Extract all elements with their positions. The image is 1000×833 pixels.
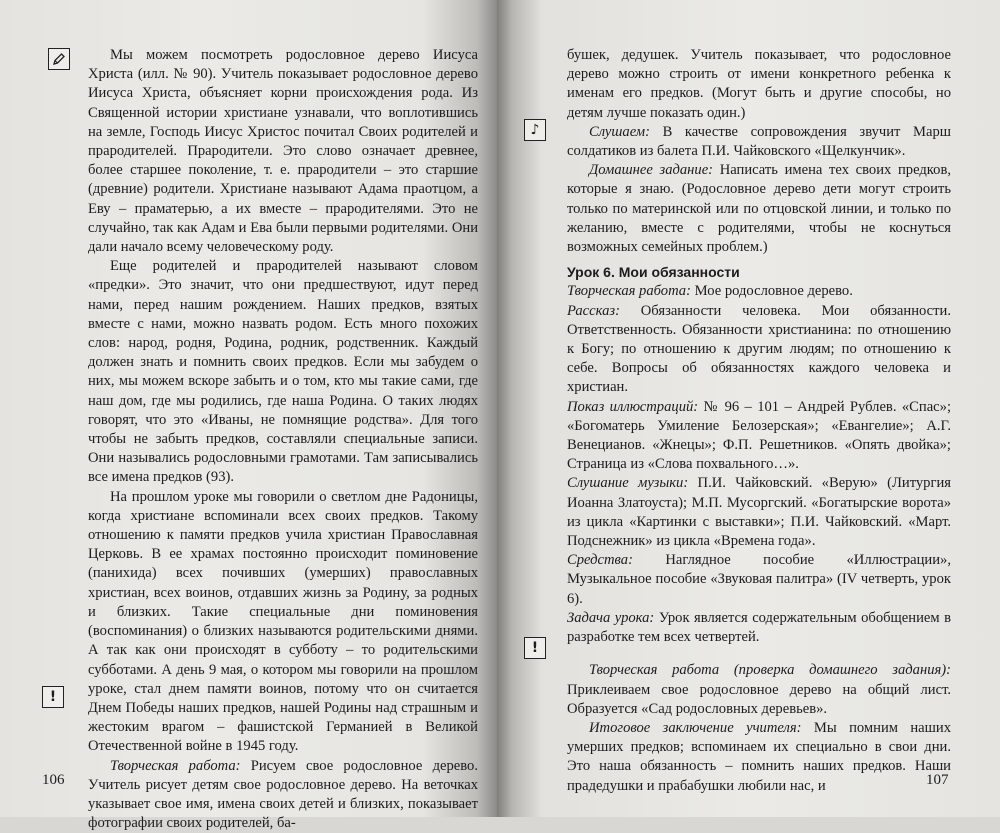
section-text: В качестве сопровождения звучит Марш солдатиков из балета П.И. Чайковского «Щелкунчик».: [567, 123, 951, 160]
section-text: Приклеиваем свое родословное дерево на общий лист. Образуется «Сад родословных деревьев».: [567, 681, 951, 717]
page-number: 107: [926, 772, 949, 788]
section-label: Домашнее задание:: [589, 162, 714, 179]
paragraph: Еще родителей и прародителей называют словом «предки». Это значит, что они предшествуют, идут перед нами, перед нашим рождением. Наших предков, взятых вместе с нами, можно назвать родом. Есть много похожих слов: народ, родня, Родина, родник, родственник. Каждый должен знать и помнить своих предков. Если мы забудем о них, мы можем вскоре забыть и о том, кто мы такие сами, где наш дом, где мы родились, где наша Родина. О таких людях говорят, что это «Иваны, не помнящие родства». Для того чтобы не забыть предков, составляли специальные записи. Они назывались родословными грамотами. Там записывались все имена предков (93).: [88, 258, 478, 486]
section-text: Наглядное пособие «Иллюстрации», Музыкальное пособие «Звуковая палитра» (IV четверть, урок 6).: [567, 552, 951, 607]
section-text: П.И. Чайковский. «Верую» (Литургия Иоанна Златоуста); М.П. Мусоргский. «Богатырские ворота» из цикла «Картинки с выставки»; П.И. Чайковский. «Март. Подснежник» из цикла «Времена года».: [567, 475, 951, 550]
section-label: Итоговое заключение учителя:: [589, 719, 802, 736]
paragraph: На прошлом уроке мы говорили о светлом дне Радоницы, когда христиане вспоминали всех своих предков. Такому отношению к памяти предков учила христиан Православная Церковь. В ее храмах постоянно происходит поминовение (панихида) всех почивших (умерших) православных христиан, всех воинов, отдавших жизнь за Родину, за родных и близких. Такие специальные дни поминовения (воспоминания) о близких называются родительскими днями. А так как они происходят в субботу – то родительскими субботами. А день 9 мая, о котором мы говорили на прошлом уроке, стал днем памяти воинов, потому что он считается Днем Победы наших предков, нашей Родины над страшным и жестоким врагом – фашистской Германией в Великой Отечественной войне в 1945 году.: [88, 488, 478, 755]
page-number: 106: [42, 772, 65, 788]
left-page: [0, 0, 497, 832]
paragraph: бушек, дедушек. Учитель показывает, что родословное дерево можно строить от имени конкретного ребенка к именам его предков. (Могут быть и другие способы, но детям лучше показать один.): [567, 47, 951, 121]
section-label: Слушание музыки:: [567, 475, 689, 492]
section-label: Слушаем:: [589, 123, 650, 140]
section-text: Обязанности человека. Мои обязанности. Ответственность. Обязанности христианина: по отношению к Богу; по отношению к другим людям; по отношению к себе. Вопросы об обязанностях каждого человека и христиан.: [567, 302, 951, 396]
section-text: Написать имена тех своих предков, которые я знаю. (Родословное дерево дети могут строить только по материнской или по отцовской линии, и только по желанию, вместе с родителями, чтобы не коснуться возможных семейных проблем.): [567, 162, 951, 256]
paragraph: [567, 161, 951, 257]
paragraph: [567, 123, 951, 161]
section-label: Творческая работа:: [110, 757, 241, 774]
section-text: Мое родословное дерево.: [690, 283, 853, 300]
paragraph: [567, 719, 951, 796]
paragraph: [567, 398, 951, 475]
lesson-title: Урок 6. Мои обязанности: [567, 264, 740, 281]
paragraph: [567, 551, 951, 609]
right-page: [497, 0, 1000, 817]
section-label: Показ иллюстраций:: [567, 398, 699, 415]
right-text-column: [567, 46, 951, 796]
paragraph: [88, 757, 478, 833]
section-label: Задача урока:: [567, 609, 655, 626]
section-label: Рассказ:: [567, 302, 620, 319]
section-label: Творческая работа (проверка домашнего задания):: [589, 662, 951, 679]
exclamation-icon: !: [524, 637, 546, 659]
section-text: Рисуем свое родословное дерево. Учитель рисует детям свое родословное дерево. На веточках указывает свое имя, имена своих детей и близких, показывает фотографии своих родителей, ба-: [88, 757, 478, 832]
left-text-column: [88, 46, 478, 833]
paragraph: [567, 302, 951, 398]
paragraph: [567, 609, 951, 647]
section-text: № 96 – 101 – Андрей Рублев. «Спас»; «Богоматерь Умиление Белозерская»; «Евангелие»; А.Г. Венецианов. «Жнецы»; Ф.П. Решетников. «Опять двойка»; Страница из «Слова похвального…».: [567, 398, 951, 473]
section-text: Мы помним наших умерших предков; вспоминаем их специально в свои дни. Это наша обязанность – помнить наших предков. Наши прадедушки и прабабушки любили нас, и: [567, 719, 952, 794]
pencil-icon: [48, 48, 70, 70]
section-label: Творческая работа:: [567, 283, 691, 300]
paragraph: Мы можем посмотреть родословное дерево Иисуса Христа (илл. № 90). Учитель показывает родословное дерево Иисуса Христа, объясняет корни происхождения рода. Из Священной истории христиане узнавали, что воплотившись на земле, Господь Иисус Христос почитал Своих родителей и прародителей. Прародители. Это слово означает древнее, более старшее поколение, т. е. прародители – это старшие (древние) родители. Христиане называют Адама праотцом, а Еву – праматерью, а их вместе – прародителями. Это не случайно, так как Адам и Ева были первыми родителями. Они дали начало всему человеческому роду.: [88, 47, 478, 256]
paragraph: [567, 661, 951, 719]
paragraph: [567, 474, 951, 551]
exclamation-icon: !: [42, 686, 64, 708]
section-text: Урок является содержательным обобщением в разработке тем всех четвертей.: [567, 609, 951, 646]
paragraph: [567, 282, 951, 301]
music-note-icon: ♪: [524, 119, 546, 141]
section-label: Средства:: [567, 552, 633, 569]
